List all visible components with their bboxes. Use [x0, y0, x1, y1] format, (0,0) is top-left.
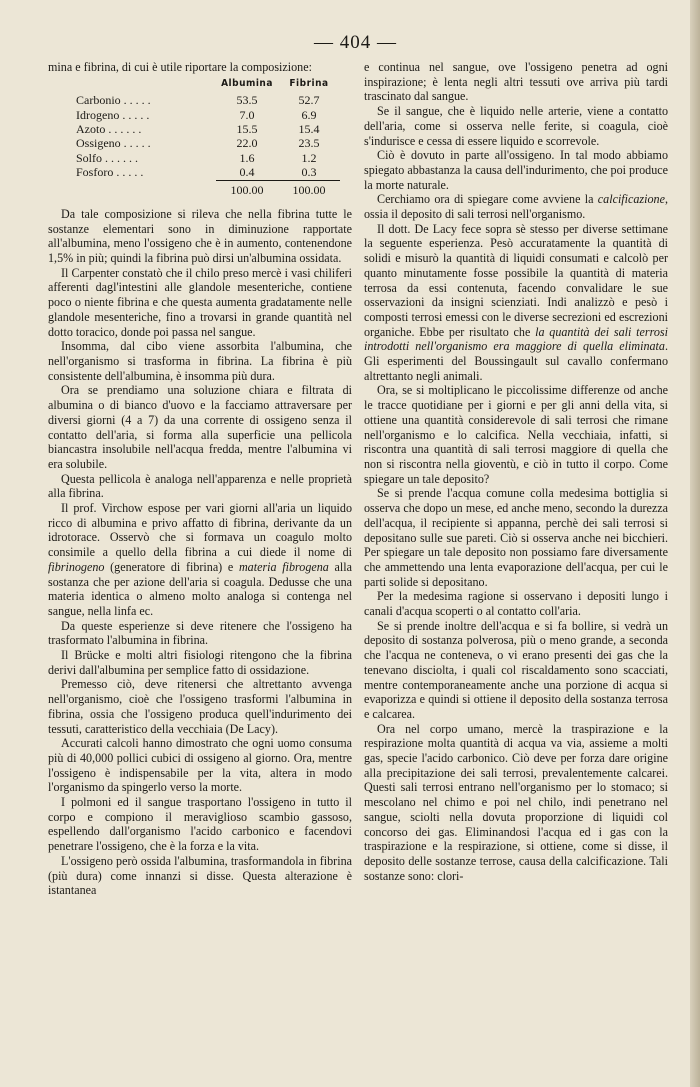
- paragraph: Ora se prendiamo una soluzione chiara e filtrata di albumina o di bianco d'uovo e la facciamo attraversare per diversi giorni (4 a 7) da una corrente di ossigeno senza il contatto dell'aria, si forma alla superficie una pellicola biancastra insolubile nell'acqua fredda, mentre l'albumina vi era solubile.: [48, 383, 352, 471]
- paragraph: Per la medesima ragione si osservano i depositi lungo i canali d'acqua scoperti o al contatto coll'aria.: [364, 589, 668, 619]
- right-column: [364, 60, 668, 883]
- paragraph: Il dott. De Lacy fece sopra sè stesso per diverse settimane la seguente esperienza. Pesò accuratamente la quantità di solidi e misurò la quantità di liquidi consumati e calcolò per quanto minutamente fosse possibile la quantità di materia terrosa da essi contenuta, facendo convalidare le sue osservazioni da insigni scienziati. Indi analizzò e pesò i composti terrosi emessi con le diverse secrezioni ed escrezioni organiche. Ebbe per risultato che la quantità dei sali terrosi introdotti nell'organismo era maggiore di quella eliminata. Gli esperimenti del Boussingault sul cavallo confermano altrettanto negli animali.: [364, 221, 668, 383]
- paragraph: Accurati calcoli hanno dimostrato che ogni uomo consuma più di 40,000 pollici cubici di ossigeno al giorno. Ora, mentre l'ossigeno è indispensabile per la vita, altera in modo l'organismo da spingerlo verso la morte.: [48, 736, 352, 795]
- header-fibrina: Fibrina: [289, 77, 329, 89]
- table-row: Carbonio . . . . . 53.5 52.7: [76, 93, 320, 108]
- table-row: Idrogeno . . . . . 7.0 6.9: [76, 107, 317, 122]
- total-albumina: 100.00: [230, 182, 264, 197]
- paragraph: Il Carpenter constatò che il chilo preso mercè i vasi chiliferi afferenti dagl'intestini alle glandole mesenteriche, contiene poco o niente fibrina e che questa aumenta gradatamente nelle glandole mesenteriche, fino a trovarsi in grande quantità nel dotto toracico, donde poi passa nel sangue.: [48, 265, 352, 339]
- paragraph: Premesso ciò, deve ritenersi che altrettanto avvenga nell'organismo, cioè che l'ossigeno trasformi l'albumina in fibrina, ossia che l'ossigeno produca quell'indurimento dei tessuti, caratteristico della vecchiaia (De Lacy).: [48, 677, 352, 736]
- paragraph: Insomma, dal cibo viene assorbita l'albumina, che nell'organismo si trasforma in fibrina. La fibrina è più consistente dell'albumina, è insomma più dura.: [48, 339, 352, 383]
- paragraph: Se il sangue, che è liquido nelle arterie, viene a contatto dell'aria, come si osserva nelle ferite, si coagula, cioè s'indurisce e cessa di essere liquido e scorrevole.: [364, 104, 668, 148]
- table-row: Azoto . . . . . . 15.5 15.4: [76, 121, 320, 136]
- table-total-row: [76, 180, 340, 197]
- paragraph: Il Brücke e molti altri fisiologi ritengono che la fibrina derivi dall'albumina per semplice fatto di ossidazione.: [48, 648, 352, 677]
- table-row: Fosforo . . . . . 0.4 0.3: [76, 165, 340, 180]
- paragraph: Da queste esperienze si deve ritenere che l'ossigeno ha trasformato l'albumina in fibrina.: [48, 618, 352, 648]
- composition-table: [48, 77, 352, 197]
- paragraph: Il prof. Virchow espose per vari giorni all'aria un liquido ricco di albumina e privo affatto di fibrina, derivante da un idrotorace. Osservò che si formava un coagulo molto consimile a quello della fibrina a cui diede il nome di fibrinogeno (generatore di fibrina) e materia fibrogena alla sostanza che per azione dell'aria si coagula. Dedusse che una materia identica o almeno molto analoga si contenga nel sangue, nella linfa ec.: [48, 501, 352, 618]
- paragraph: Se si prende l'acqua comune colla medesima bottiglia si osserva che dopo un mese, ed anche meno, secondo la durezza dell'acqua, il recipiente si appanna, perchè dei sali terrosi si depositano sulle sue pareti. Ciò si osserva anche nei bicchieri. Per spiegare un tale deposito non possiamo fare diversamente che ammettendo una lenta evaporazione dell'acqua, per cui le parti solide si depositano.: [364, 486, 668, 589]
- paragraph: Ciò è dovuto in parte all'ossigeno. In tal modo abbiamo spiegato abbastanza la causa dell'indurimento, che poi produce la morte naturale.: [364, 148, 668, 192]
- page-number: — 404 —: [314, 32, 397, 53]
- paragraph: Questa pellicola è analoga nell'apparenza e nelle proprietà alla fibrina.: [48, 471, 352, 501]
- table-row: Solfo . . . . . . 1.6 1.2: [76, 150, 317, 165]
- paragraph: Cerchiamo ora di spiegare come avviene la calcificazione, ossia il deposito di sali terrosi nell'organismo.: [364, 192, 668, 222]
- paragraph: Se si prende inoltre dell'acqua e si fa bollire, si vedrà un deposito di sostanza polverosa, più o meno grande, a seconda che l'acqua ne conteneva, o vi erano presenti dei gas che la tenevano disciolta, i quali col riscaldamento sono scacciati, mentre contemporaneamente anche una porzione di acqua si evaporizza e quindi si ottiene il deposito della sostanza terrosa e calcarea.: [364, 618, 668, 721]
- intro-paragraph: mina e fibrina, di cui è utile riportare la composizione:: [48, 60, 312, 74]
- paragraph: Ora nel corpo umano, mercè la traspirazione e la respirazione molta quantità di acqua va via, assieme a molti gas, specie l'acido carbonico. Ciò deve per forza dare origine alla precipitazione dei sali terrosi, prevalentemente calcarei. Questi sali terrosi entrano nell'organismo per lo stomaco; si mescolano nel chimo e poi nel chilo, indi penetrano nel sangue, sciolti nella dovuta proporzione di liquidi col concorso dei gas. Eliminandosi l'acqua ed i gas con la traspirazione e la respirazione, si ottiene, come si disse, il deposito delle sostanze terrose, causa della calcificazione. Tali sostanze sono: clori-: [364, 721, 668, 883]
- paragraph: I polmoni ed il sangue trasportano l'ossigeno in tutto il corpo e compiono il meraviglioso scambio gassoso, espellendo dall'organismo l'acido carbonico e facendovi penetrare l'ossigeno, che è la forza e la vita.: [48, 795, 352, 854]
- header-albumina: Albumina: [221, 77, 273, 89]
- paragraph: Ora, se si moltiplicano le piccolissime differenze od anche le tracce quotidiane per i giorni e per gli anni della vita, si ottiene una quantità considerevole di sali terrosi che rimane nell'organismo e lo calcifica. Nella vecchiaia, infatti, si riscontra una quantità di sali terrosi maggiore di quella che non si riscontra nella gioventù, e ciò in tutto il corpo. Come spiegare un tale deposito?: [364, 383, 668, 486]
- left-column: [48, 60, 352, 898]
- paragraph: Da tale composizione si rileva che nella fibrina tutte le sostanze elementari sono in diminuzione rapportate all'albumina, meno l'ossigeno che è in aumento, contenendone 1,5% in più; quindi la fibrina può dirsi un'albumina ossidata.: [48, 206, 352, 266]
- total-fibrina: 100.00: [292, 182, 326, 197]
- page-edge-shadow: [690, 0, 700, 1087]
- paragraph: L'ossigeno però ossida l'albumina, trasformandola in fibrina (più dura) come innanzi si disse. Questa alterazione è istantanea: [48, 853, 352, 898]
- table-row: Ossigeno . . . . . 22.0 23.5: [76, 136, 320, 151]
- paragraph: e continua nel sangue, ove l'ossigeno penetra ad ogni inspirazione; è lenta negli altri tessuti ove arriva più tardi trascinato dal sangue.: [364, 60, 668, 104]
